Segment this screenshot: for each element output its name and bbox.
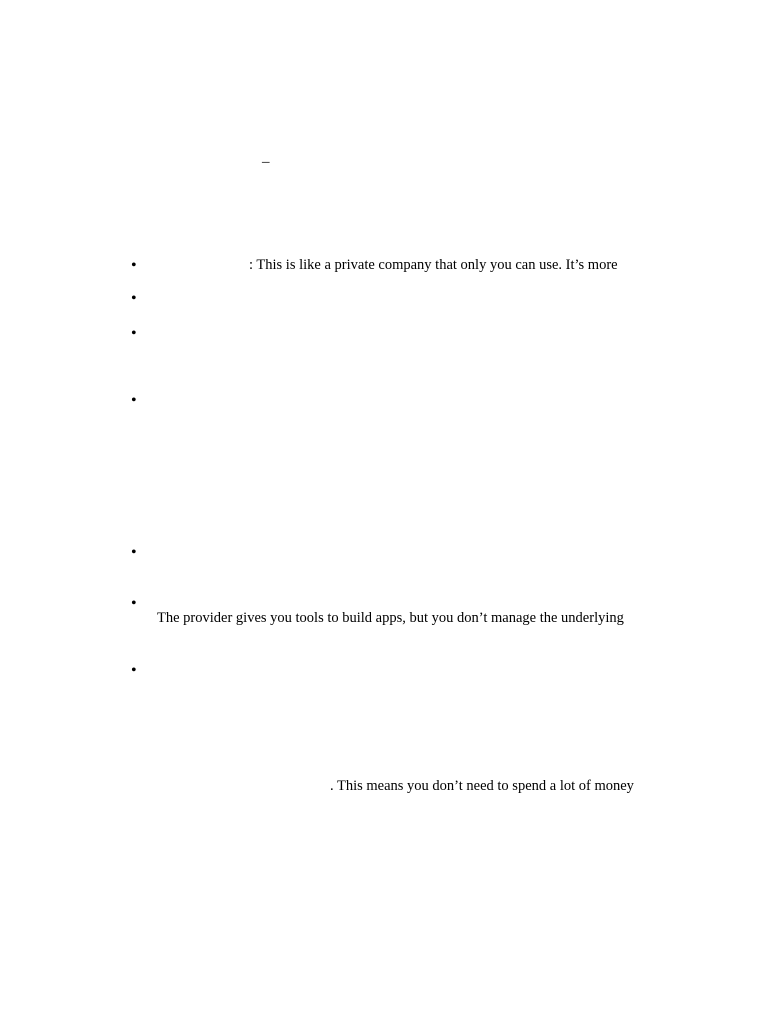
bullet-icon: • (131, 595, 137, 612)
bullet-icon: • (131, 392, 137, 409)
bullet-icon: • (131, 544, 137, 561)
list-item-text: : This is like a private company that only you can use. It’s more (249, 257, 618, 273)
bullet-icon: • (131, 290, 137, 307)
bullet-icon: • (131, 325, 137, 342)
bullet-icon: • (131, 662, 137, 679)
bullet-icon: • (131, 257, 137, 274)
dash-mark: – (262, 154, 270, 170)
list-item-text: The provider gives you tools to build apps, but you don’t manage the underlying (157, 610, 624, 626)
paragraph-text: . This means you don’t need to spend a lot of money (330, 778, 634, 794)
